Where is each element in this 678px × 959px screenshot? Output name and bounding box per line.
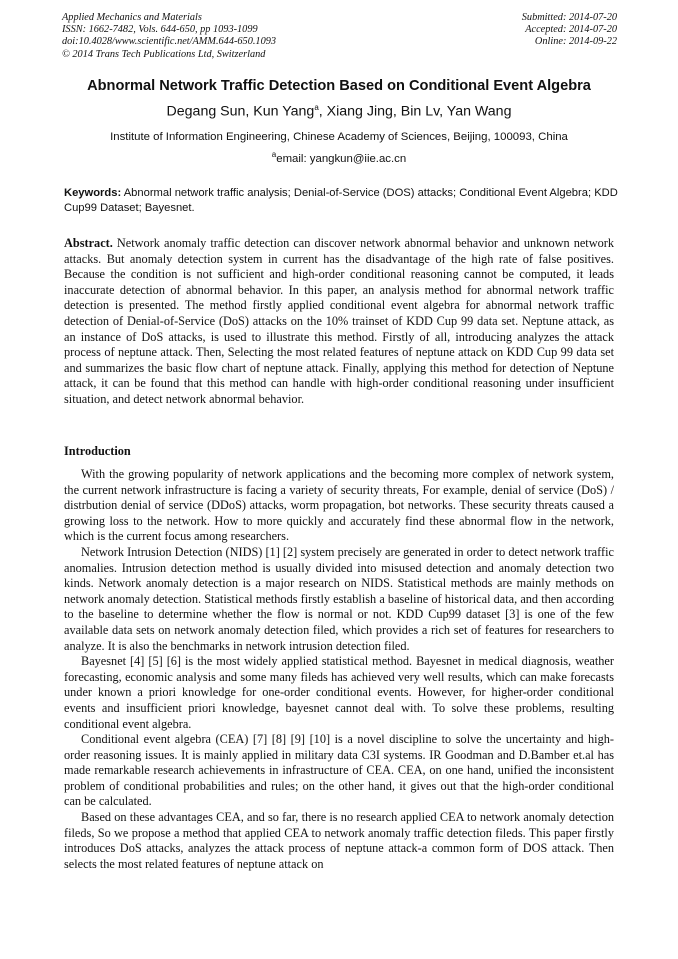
journal-header: [62, 12, 276, 61]
paper-title: Abnormal Network Traffic Detection Based on Conditional Event Algebra: [87, 78, 591, 94]
introduction-heading: Introduction: [64, 444, 131, 458]
authors-after: , Xiang Jing, Bin Lv, Yan Wang: [318, 103, 512, 120]
keywords-text: Abnormal network traffic analysis; Denial-of-Service (DOS) attacks; Conditional Event Algebra; KDD Cup99 Dataset; Bayesnet.: [64, 187, 618, 215]
copyright-line: © 2014 Trans Tech Publications Ltd, Switzerland: [62, 48, 266, 60]
intro-paragraph: Conditional event algebra (CEA) [7] [8] [9] [10] is a novel discipline to solve the uncertainty and high-order reasoning issues. It is mainly applied in military data C3I systems. IR Goodman and D.Bamber et.al has made remarkable research achievements in infrastructure of CEA. CEA, on one hand, unified the inconsistent problem of conditional probabilities and rules; on the other hand, it gives out that the high-order conditional can be calculated.: [64, 732, 614, 809]
intro-paragraph: Bayesnet [4] [5] [6] is the most widely applied statistical method. Bayesnet in medical diagnosis, weather forecasting, economic analysis and some many fileds has achieved very well results, which can make forecasts under known a priori knowledge for one-order conditional events. However, for higher-order conditional events and insufficient priori knowledge, bayesnet cannot deal with. To solve these problems, resulting conditional event algebra.: [64, 654, 614, 731]
contact-email: [0, 150, 678, 165]
introduction-body: [64, 467, 614, 872]
intro-paragraph: Based on these advantages CEA, and so far, there is no research applied CEA to network anomaly detection fileds, So we propose a method that applied CEA to network anomaly traffic detection fileds. This paper firstly introduces DoS attacks, analyzes the attack process of neptune attack-a common form of DOS attack. Then selects the most related features of neptune attack on: [64, 810, 614, 871]
email-superscript: a: [271, 150, 277, 159]
authors-before: Degang Sun, Kun Yang: [166, 103, 315, 120]
author-superscript: a: [314, 103, 319, 112]
keywords: [64, 186, 620, 216]
online-date: Online: 2014-09-22: [534, 36, 617, 48]
affiliation: Institute of Information Engineering, Chinese Academy of Sciences, Beijing, 100093, China: [110, 131, 568, 143]
abstract: [64, 236, 614, 408]
abstract-label: Abstract.: [64, 236, 113, 250]
intro-paragraph: Network Intrusion Detection (NIDS) [1] [2] system precisely are generated in order to detect network traffic anomalies. Intrusion detection method is usually divided into misused detection and anomaly detection two kinds. Network anomaly detection is a major research on NIDS. Statistical methods are mainly methods on network anomaly detection. Statistical methods firstly establish a baseline of historical data, and then according to the baseline to determine whether the flow is normal or not. KDD Cup99 dataset [3] is one of the few available data sets on network anomaly detection filed, which provides a rich set of features for researchers to analyze. It is also the benchmarks in network intrusion detection filed.: [64, 544, 614, 653]
doi-line: doi:10.4028/www.scientific.net/AMM.644-650.1093: [62, 36, 277, 48]
issn-line: ISSN: 1662-7482, Vols. 644-650, pp 1093-1099: [62, 24, 258, 36]
author-list: [0, 103, 678, 120]
email-text: email: yangkun@iie.ac.cn: [276, 152, 407, 165]
intro-paragraph: With the growing popularity of network applications and the becoming more complex of network system, the current network infrastructure is facing a variety of security threats, For example, denial of service (DoS) / distrbution denial of service (DDoS) attacks, worm propagation, bot networks. These security threats caused a growing loss to the network. How to more quickly and accurately find these abnormal flow in the network, which is the current focus among researchers.: [64, 467, 614, 544]
dates-header: [522, 12, 617, 49]
journal-name: Applied Mechanics and Materials: [62, 12, 202, 23]
accepted-date: Accepted: 2014-07-20: [525, 24, 617, 36]
abstract-text: Network anomaly traffic detection can discover network abnormal behavior and unknown network attacks. But anomaly detection system in current has the disadvantage of the high rate of false positives. Because the condition is not sufficient and high-order conditional reasoning cannot be computed, it leads inaccurate detection of abnormal behavior. In this paper, an analysis method for abnormal network traffic detection is presented. The method firstly applied conditional event algebra for abnormal network traffic detection of Denial-of-Service (DoS) attacks on the 10% trainset of KDD Cup 99 data set. Neptune attack, as an instance of DoS attacks, is used to illustrate this method. Firstly of all, introducing analyzes the attack process of neptune attack. Then, Selecting the most related features of neptune attack on KDD Cup 99 data set and summarizes the basic flow chart of neptune attack. Finally, applying this method for detection of Neptune attack, it can be found that this method can handle with high-order conditional reasoning under insufficient situation, and detect network abnormal behavior.: [64, 236, 614, 406]
submitted-date: Submitted: 2014-07-20: [521, 12, 617, 23]
keywords-label: Keywords:: [64, 187, 122, 199]
